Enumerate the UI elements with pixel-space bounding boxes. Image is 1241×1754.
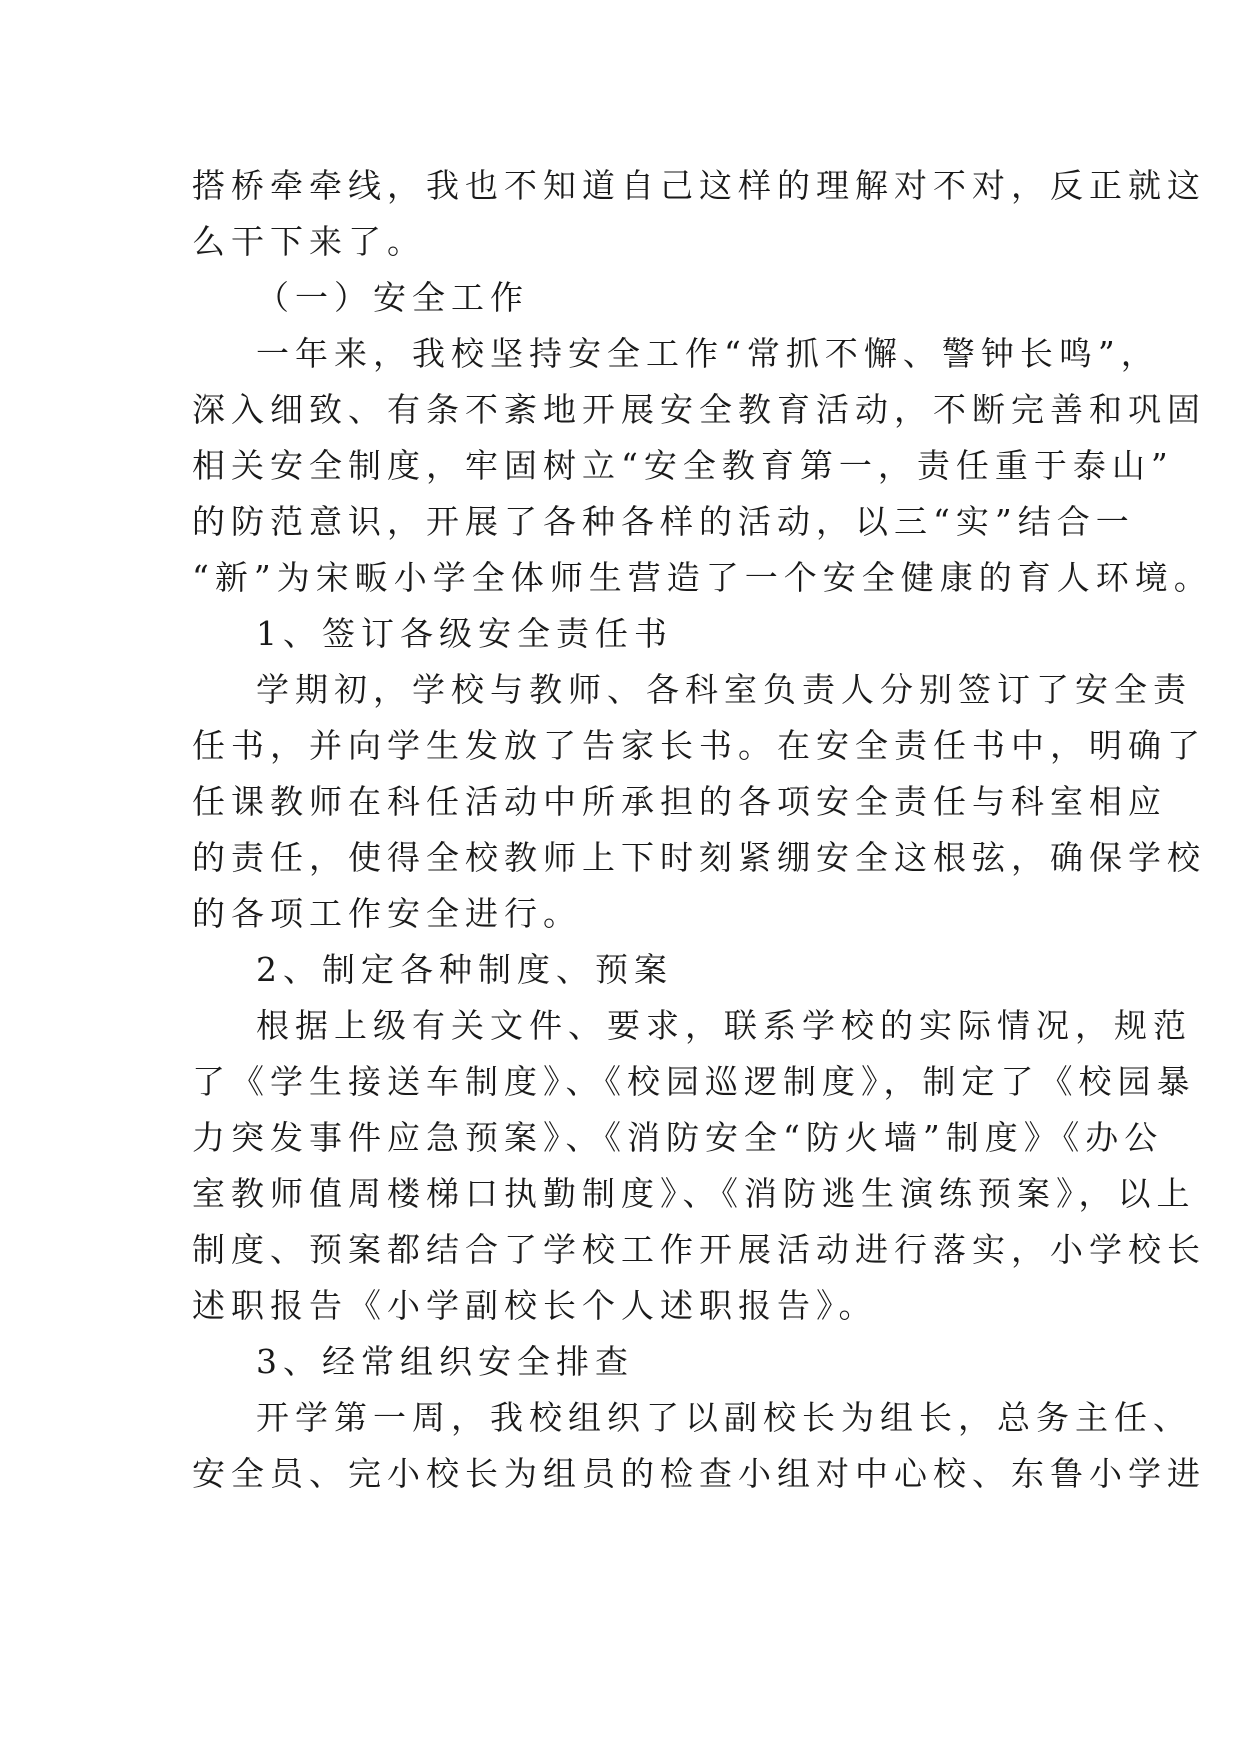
text-line: 学期初，学校与教师、各科室负责人分别签订了安全责 [256, 670, 1192, 709]
text-line: 任书，并向学生发放了告家长书。在安全责任书中，明确了 [192, 726, 1206, 765]
text-line: 搭桥牵牵线，我也不知道自己这样的理解对不对，反正就这 [192, 166, 1206, 205]
subsection-heading: 2、制定各种制度、预案 [256, 950, 673, 989]
text-line: 么干下来了。 [192, 222, 426, 261]
document-body [192, 158, 1213, 1502]
text-line: 的责任，使得全校教师上下时刻紧绷安全这根弦，确保学校 [192, 838, 1206, 877]
text-line: 制度、预案都结合了学校工作开展活动进行落实，小学校长 [192, 1230, 1206, 1269]
subsection-heading: 3、经常组织安全排查 [256, 1342, 634, 1381]
text-line: 一年来，我校坚持安全工作“常抓不懈、警钟长鸣”， [256, 334, 1160, 373]
text-line: 的各项工作安全进行。 [192, 894, 582, 933]
section-heading: （一）安全工作 [256, 278, 529, 317]
text-line: 安全员、完小校长为组员的检查小组对中心校、东鲁小学进 [192, 1454, 1206, 1493]
text-line: 的防范意识，开展了各种各样的活动，以三“实”结合一 [192, 502, 1135, 541]
text-line: 相关安全制度，牢固树立“安全教育第一，责任重于泰山” [192, 446, 1174, 485]
text-line: 室教师值周楼梯口执勤制度》、《消防逃生演练预案》，以上 [192, 1174, 1196, 1213]
text-line: 根据上级有关文件、要求，联系学校的实际情况，规范 [256, 1006, 1192, 1045]
text-line: 了《学生接送车制度》、《校园巡逻制度》，制定了《校园暴 [192, 1062, 1196, 1101]
text-line: 述职报告《小学副校长个人述职报告》。 [192, 1286, 878, 1325]
text-line: 任课教师在科任活动中所承担的各项安全责任与科室相应 [192, 782, 1167, 821]
subsection-heading: 1、签订各级安全责任书 [256, 614, 673, 653]
text-line: 力突发事件应急预案》、《消防安全“防火墙”制度》《办公 [192, 1118, 1164, 1157]
text-line: 深入细致、有条不紊地开展安全教育活动，不断完善和巩固 [192, 390, 1206, 429]
text-line: 开学第一周，我校组织了以副校长为组长，总务主任、 [256, 1398, 1192, 1437]
text-line: “新”为宋畈小学全体师生营造了一个安全健康的育人环境。 [192, 558, 1213, 597]
